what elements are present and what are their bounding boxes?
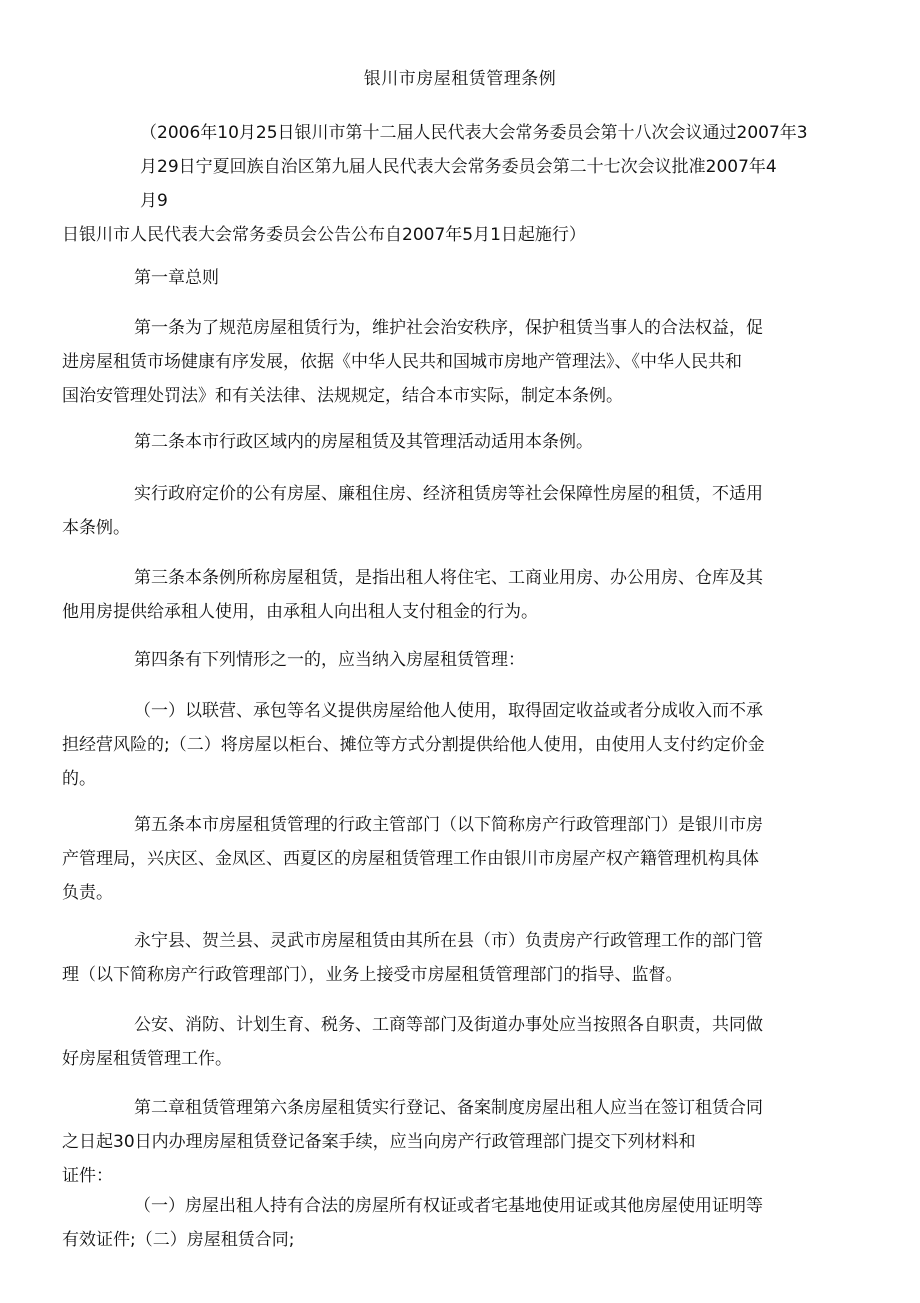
chapter-2-article-6 (62, 1091, 862, 1193)
preamble-line: 月29日宁夏回族自治区第九届人民代表大会常务委员会第二十七次会议批准2007年4 (140, 157, 777, 177)
article-6-item-line: （一）房屋出租人持有合法的房屋所有权证或者宅基地使用证或其他房屋使用证明等 (134, 1196, 763, 1216)
article-4-item-line: 担经营风险的;（二）将房屋以柜台、摊位等方式分割提供给他人使用，由使用人支付约定价金 (62, 735, 765, 755)
preamble-line: 月9 (140, 191, 168, 211)
article-5-clause-3-line: 好房屋租赁管理工作。 (62, 1049, 232, 1069)
article-4 (62, 643, 862, 677)
chapter-2-line: 第二章租赁管理第六条房屋租赁实行登记、备案制度房屋出租人应当在签订租赁合同 (134, 1098, 763, 1118)
document-title: 银川市房屋租赁管理条例 (363, 69, 557, 89)
article-5-line: 负责。 (62, 883, 113, 903)
article-1-line: 进房屋租赁市场健康有序发展，依据《中华人民共和国城市房地产管理法》、《中华人民共和 (62, 352, 742, 372)
article-2-clause-line: 实行政府定价的公有房屋、廉租住房、经济租赁房等社会保障性房屋的租赁，不适用 (134, 484, 763, 504)
article-1-line: 第一条为了规范房屋租赁行为，维护社会治安秩序，保护租赁当事人的合法权益，促 (134, 318, 763, 338)
article-5-clause-2-line: 永宁县、贺兰县、灵武市房屋租赁由其所在县（市）负责房产行政管理工作的部门管 (134, 931, 763, 951)
preamble-line: （2006年10月25日银川市第十二届人民代表大会常务委员会第十八次会议通过2007年3 (140, 123, 808, 143)
article-5-clause-2-line: 理（以下简称房产行政管理部门），业务上接受市房屋租赁管理部门的指导、监督。 (62, 965, 683, 985)
article-2 (62, 425, 862, 459)
article-2-line: 第二条本市行政区域内的房屋租赁及其管理活动适用本条例。 (134, 432, 593, 452)
article-4-items (62, 694, 862, 796)
article-5-line: 第五条本市房屋租赁管理的行政主管部门（以下简称房产行政管理部门）是银川市房 (134, 815, 763, 835)
article-4-line: 第四条有下列情形之一的，应当纳入房屋租赁管理： (134, 650, 525, 670)
chapter-1-heading (62, 261, 862, 295)
article-1 (62, 311, 862, 413)
article-6-item-line: 有效证件;（二）房屋租赁合同; (62, 1230, 295, 1250)
article-1-line: 国治安管理处罚法》和有关法律、法规规定，结合本市实际，制定本条例。 (62, 386, 623, 406)
article-4-item-line: （一）以联营、承包等名义提供房屋给他人使用，取得固定收益或者分成收入而不承 (134, 701, 763, 721)
article-3-line: 他用房提供给承租人使用，由承租人向出租人支付租金的行为。 (62, 602, 538, 622)
article-6-items (62, 1189, 862, 1257)
article-2-clause (62, 477, 862, 545)
article-5-line: 产管理局，兴庆区、金凤区、西夏区的房屋租赁管理工作由银川市房屋产权产籍管理机构具体 (62, 849, 759, 869)
article-4-item-line: 的。 (62, 769, 96, 789)
article-5-clause-2 (62, 924, 862, 992)
article-3 (62, 561, 862, 629)
article-2-clause-line: 本条例。 (62, 518, 130, 538)
preamble-line: 日银川市人民代表大会常务委员会公告公布自2007年5月1日起施行） (62, 225, 586, 245)
article-5 (62, 808, 862, 910)
article-5-clause-3 (62, 1008, 862, 1076)
article-5-clause-3-line: 公安、消防、计划生育、税务、工商等部门及街道办事处应当按照各自职责，共同做 (134, 1015, 763, 1035)
chapter-1-text: 第一章总则 (134, 268, 219, 288)
article-3-line: 第三条本条例所称房屋租赁，是指出租人将住宅、工商业用房、办公用房、仓库及其 (134, 568, 763, 588)
chapter-2-line: 证件： (62, 1166, 113, 1186)
preamble (62, 116, 862, 252)
chapter-2-line: 之日起30日内办理房屋租赁登记备案手续，应当向房产行政管理部门提交下列材料和 (62, 1132, 696, 1152)
